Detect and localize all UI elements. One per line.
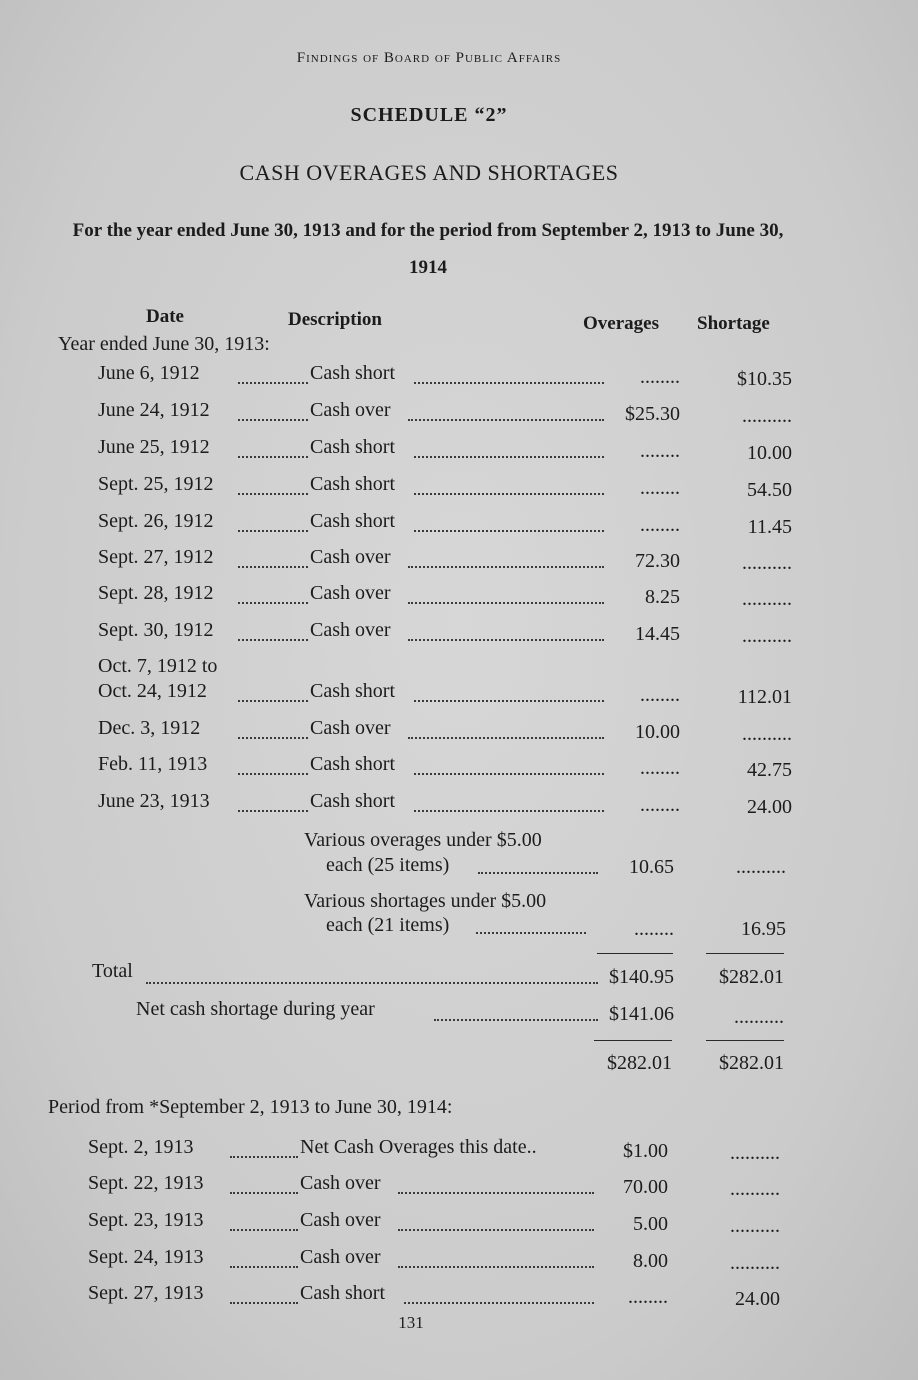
row-description: Cash short [310,362,395,384]
column-header-overages: Overages [583,313,659,334]
row-shortage: 10.00 [747,442,792,464]
row-shortage: .......... [730,1178,780,1200]
row-description: Cash short [310,680,395,702]
row-date: Sept. 23, 1913 [88,1209,204,1231]
leader-dots [414,382,604,384]
row-description: Cash over [310,619,391,641]
leader-dots [414,456,604,458]
row-overages: $1.00 [623,1140,668,1162]
row-date: June 25, 1912 [98,436,210,458]
row-overages: 10.00 [635,721,680,743]
row-description: Cash short [300,1282,385,1304]
row-description: Cash short [310,436,395,458]
row-overages: 72.30 [635,550,680,572]
document-subtitle: For the year ended June 30, 1913 and for the period from September 2, 1913 to June 30, 1914 [72,220,784,278]
leader-dots [238,639,308,641]
leader-dots [414,530,604,532]
row-shortage: 112.01 [737,686,792,708]
row-date: June 24, 1912 [98,399,210,421]
row-date: Feb. 11, 1913 [98,753,208,775]
row-shortage: 24.00 [747,796,792,818]
grand-total-overages: $282.01 [607,1052,672,1074]
row-date: Sept. 30, 1912 [98,619,214,641]
net-shortage-amount: $141.06 [609,1003,674,1025]
row-description: Cash over [310,717,391,739]
row-description: Net Cash Overages this date.. [300,1136,537,1158]
leader-dots [230,1229,298,1231]
leader-dots [408,737,604,739]
row-date: Dec. 3, 1912 [98,717,201,739]
various-shortages-overages: ........ [634,918,674,940]
leader-dots [230,1302,298,1304]
row-description: Cash over [300,1246,381,1268]
row-date: Sept. 22, 1913 [88,1172,204,1194]
schedule-heading: SCHEDULE “2” [350,104,508,126]
row-overages: ........ [628,1286,668,1308]
row-description: Cash over [300,1209,381,1231]
leader-dots [414,810,604,812]
leader-dots [238,382,308,384]
row-shortage: 24.00 [735,1288,780,1310]
row-overages: ........ [640,514,680,536]
leader-dots [230,1156,298,1158]
leader-dots [408,639,604,641]
row-date-line1: Oct. 7, 1912 to [98,655,218,677]
row-description: Cash over [300,1172,381,1194]
row-shortage: .......... [730,1142,780,1164]
row-overages: 5.00 [633,1213,668,1235]
net-shortage-label: Net cash shortage during year [136,998,375,1020]
running-head: Findings of Board of Public Affairs [296,50,562,66]
leader-dots [230,1192,298,1194]
total-shortage: $282.01 [719,966,784,988]
row-date: Sept. 24, 1913 [88,1246,204,1268]
leader-dots [434,1019,598,1021]
leader-dots [414,493,604,495]
leader-dots [238,773,308,775]
leader-dots [398,1192,594,1194]
row-shortage: .......... [730,1215,780,1237]
leader-dots [238,810,308,812]
row-overages: 70.00 [623,1176,668,1198]
row-description: Cash short [310,753,395,775]
leader-dots [398,1229,594,1231]
row-overages: 8.25 [645,586,680,608]
row-description: Cash over [310,546,391,568]
row-shortage: 42.75 [747,759,792,781]
row-date: Sept. 27, 1912 [98,546,214,568]
column-header-date: Date [146,306,184,327]
row-description: Cash short [310,790,395,812]
row-overages: 14.45 [635,623,680,645]
grand-rule-shortage [706,1040,784,1041]
section-heading-year-1913: Year ended June 30, 1913: [58,333,270,355]
column-header-description: Description [288,309,382,330]
row-date: June 23, 1913 [98,790,210,812]
row-shortage: 54.50 [747,479,792,501]
row-shortage: $10.35 [737,368,792,390]
row-date: June 6, 1912 [98,362,200,384]
row-overages: ........ [640,366,680,388]
row-date: Sept. 26, 1912 [98,510,214,532]
leader-dots [230,1266,298,1268]
row-overages: $25.30 [625,403,680,425]
grand-rule-overages [594,1040,672,1041]
leader-dots [408,566,604,568]
total-rule-shortage [706,953,784,954]
row-overages: ........ [640,440,680,462]
row-shortage: .......... [742,552,792,574]
leader-dots [414,773,604,775]
leader-dots [414,700,604,702]
row-shortage: .......... [730,1252,780,1274]
row-description: Cash over [310,582,391,604]
various-overages-shortage: .......... [736,856,786,878]
row-overages: ........ [640,477,680,499]
total-label: Total [92,960,133,982]
leader-dots [238,737,308,739]
row-overages: ........ [640,757,680,779]
row-description: Cash over [310,399,391,421]
leader-dots [476,932,586,934]
row-shortage: .......... [742,588,792,610]
leader-dots [238,602,308,604]
various-shortages-line2: each (21 items) [326,914,450,936]
row-overages: 8.00 [633,1250,668,1272]
leader-dots [146,982,598,984]
row-shortage: .......... [742,625,792,647]
row-date: Sept. 27, 1913 [88,1282,204,1304]
leader-dots [238,456,308,458]
leader-dots [238,530,308,532]
row-date: Sept. 28, 1912 [98,582,214,604]
total-overages: $140.95 [609,966,674,988]
various-shortages-amount: 16.95 [741,918,786,940]
column-header-shortage: Shortage [697,313,770,334]
leader-dots [408,419,604,421]
row-date: Sept. 25, 1912 [98,473,214,495]
section-heading-period-1914: Period from *September 2, 1913 to June 30, 1914: [48,1096,453,1118]
leader-dots [404,1302,594,1304]
various-overages-amount: 10.65 [629,856,674,878]
leader-dots [238,493,308,495]
grand-total-shortage: $282.01 [719,1052,784,1074]
leader-dots [398,1266,594,1268]
various-shortages-line1: Various shortages under $5.00 [304,890,547,912]
net-shortage-shortage: .......... [734,1006,784,1028]
row-overages: ........ [640,684,680,706]
row-shortage: .......... [742,405,792,427]
leader-dots [238,419,308,421]
leader-dots [478,872,598,874]
various-overages-line1: Various overages under $5.00 [304,829,542,851]
row-shortage: 11.45 [747,516,792,538]
row-overages: ........ [640,794,680,816]
page-number: 131 [398,1313,424,1332]
row-shortage: .......... [742,723,792,745]
leader-dots [238,566,308,568]
row-date: Oct. 24, 1912 [98,680,207,702]
row-date: Sept. 2, 1913 [88,1136,194,1158]
row-description: Cash short [310,510,395,532]
row-description: Cash short [310,473,395,495]
document-title: CASH OVERAGES AND SHORTAGES [239,160,619,185]
leader-dots [238,700,308,702]
leader-dots [408,602,604,604]
various-overages-line2: each (25 items) [326,854,450,876]
total-rule-overages [597,953,673,954]
